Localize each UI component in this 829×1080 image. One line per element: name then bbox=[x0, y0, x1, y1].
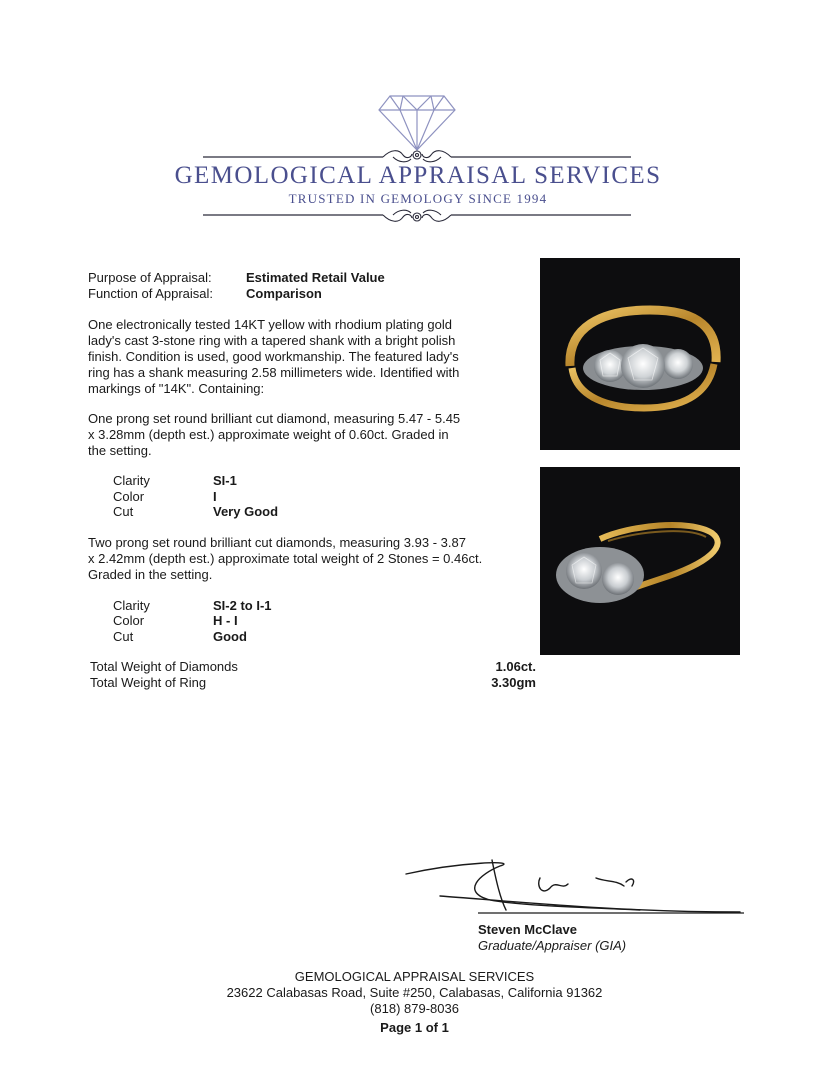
header-ornament-bottom-icon bbox=[203, 206, 631, 226]
footer-phone: (818) 879-8036 bbox=[370, 1001, 459, 1016]
center-clarity-label: Clarity bbox=[113, 473, 150, 488]
function-label: Function of Appraisal: bbox=[88, 286, 214, 301]
center-stone-line: One prong set round brilliant cut diamond, measuring 5.47 - 5.45 bbox=[88, 411, 461, 426]
side-cut-label: Cut bbox=[113, 629, 134, 644]
total-diamonds-value: 1.06ct. bbox=[495, 659, 536, 674]
side-color-value: H - I bbox=[213, 613, 238, 628]
description-line: finish. Condition is used, good workmanship. The featured lady's bbox=[88, 349, 459, 364]
description-line: markings of "14K". Containing: bbox=[88, 381, 265, 396]
center-clarity-value: SI-1 bbox=[213, 473, 237, 488]
footer-company: GEMOLOGICAL APPRAISAL SERVICES bbox=[294, 969, 535, 984]
description-line: One electronically tested 14KT yellow with rhodium plating gold bbox=[88, 317, 452, 332]
purpose-label: Purpose of Appraisal: bbox=[88, 270, 212, 285]
description-line: lady's cast 3-stone ring with a tapered shank with a bright polish bbox=[88, 333, 456, 348]
center-stone-line: the setting. bbox=[88, 443, 152, 458]
ring-side-view-icon bbox=[540, 467, 740, 655]
center-stone-line: x 3.28mm (depth est.) approximate weight of 0.60ct. Graded in bbox=[88, 427, 449, 442]
side-color-label: Color bbox=[113, 613, 145, 628]
side-stones-line: x 2.42mm (depth est.) approximate total weight of 2 Stones = 0.46ct. bbox=[88, 551, 483, 566]
total-ring-value: 3.30gm bbox=[491, 675, 536, 690]
handwritten-signature-icon bbox=[400, 852, 746, 922]
side-cut-value: Good bbox=[213, 629, 247, 644]
side-stones-description bbox=[88, 535, 518, 583]
item-description bbox=[88, 317, 508, 397]
ring-photo-side-view bbox=[540, 467, 740, 655]
diamond-logo-icon bbox=[376, 92, 458, 154]
footer-address: 23622 Calabasas Road, Suite #250, Calabasas, California 91362 bbox=[226, 985, 603, 1000]
center-color-value: I bbox=[213, 489, 217, 504]
side-clarity-value: SI-2 to I-1 bbox=[213, 598, 272, 613]
description-line: ring has a shank measuring 2.58 millimeters wide. Identified with bbox=[88, 365, 460, 380]
page-number: Page 1 of 1 bbox=[380, 1020, 449, 1035]
center-cut-value: Very Good bbox=[213, 504, 279, 519]
side-stones-line: Graded in the setting. bbox=[88, 567, 213, 582]
company-name: GEMOLOGICAL APPRAISAL SERVICES bbox=[174, 162, 662, 189]
side-clarity-label: Clarity bbox=[113, 598, 150, 613]
appraiser-title: Graduate/Appraiser (GIA) bbox=[478, 938, 627, 953]
function-value: Comparison bbox=[246, 286, 322, 301]
side-stones-line: Two prong set round brilliant cut diamonds, measuring 3.93 - 3.87 bbox=[88, 535, 466, 550]
total-ring-label: Total Weight of Ring bbox=[90, 675, 207, 690]
center-cut-label: Cut bbox=[113, 504, 134, 519]
ring-top-view-icon bbox=[540, 258, 740, 450]
center-stone-description bbox=[88, 411, 508, 459]
purpose-value: Estimated Retail Value bbox=[246, 270, 385, 285]
center-color-label: Color bbox=[113, 489, 145, 504]
ring-photo-top-view bbox=[540, 258, 740, 450]
appraiser-name: Steven McClave bbox=[478, 922, 577, 937]
total-diamonds-label: Total Weight of Diamonds bbox=[90, 659, 238, 674]
company-tagline: TRUSTED IN GEMOLOGY SINCE 1994 bbox=[288, 191, 548, 206]
